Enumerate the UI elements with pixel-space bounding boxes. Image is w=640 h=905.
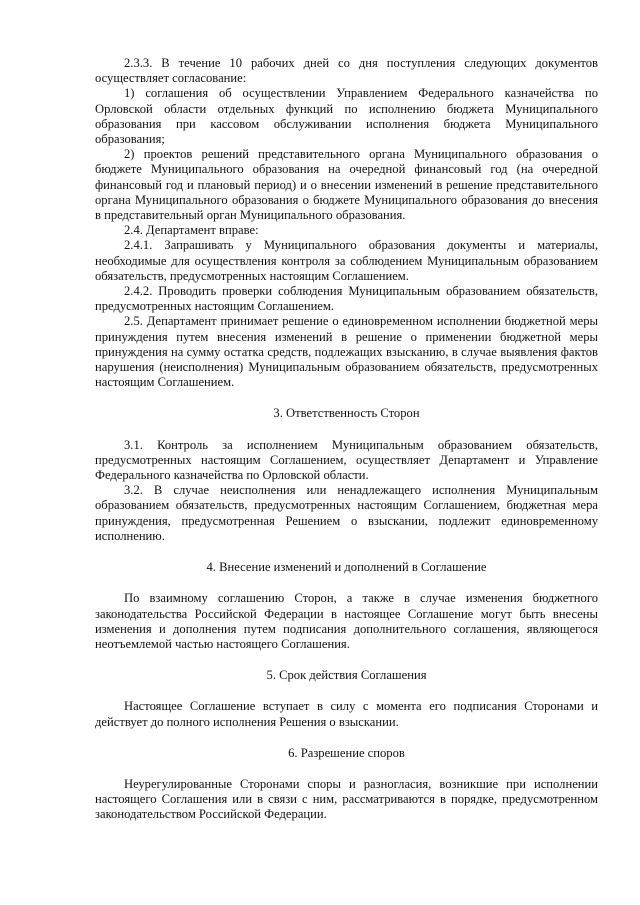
paragraph-2-4: 2.4. Департамент вправе:: [124, 223, 259, 238]
paragraph-3-1: 3.1. Контроль за исполнением Муниципальным образованием обязательств, предусмотренных настоящим Соглашением, осуществляет Департамент и Управление Федерального казначейства по Орловской области.: [95, 437, 598, 483]
paragraph-2-3-3: 2.3.3. В течение 10 рабочих дней со дня поступления следующих документов осуществляет согласование:: [95, 56, 598, 86]
paragraph-2-4-2: 2.4.2. Проводить проверки соблюдения Муниципальным образованием обязательств, предусмотренных настоящим Соглашением.: [95, 284, 598, 314]
document-page: [95, 56, 598, 823]
section-6-heading: 6. Разрешение споров: [288, 745, 405, 760]
paragraph-2-3-3-item-1: 1) соглашения об осуществлении Управлением Федерального казначейства по Орловской области отдельных функций по исполнению бюджета Муниципального образования при кассовом обслуживании исполнения бюджета Муниципального образования;: [95, 86, 598, 147]
paragraph-3-2: 3.2. В случае неисполнения или ненадлежащего исполнения Муниципальным образованием обязательств, предусмотренных настоящим Соглашением, бюджетная мера принуждения, предусмотренная Решением о взыскании, подлежит единовременному исполнению.: [95, 483, 598, 543]
section-5-heading: 5. Срок действия Соглашения: [266, 668, 427, 683]
section-3-heading: 3. Ответственность Сторон: [273, 406, 420, 421]
paragraph-2-5: 2.5. Департамент принимает решение о единовременном исполнении бюджетной меры принуждения путем внесения изменений в решение о применении бюджетной меры принуждения на сумму остатка средств, подлежащих взысканию, в случае выявления фактов нарушения (неисполнения) Муниципальным образованием обязательств, предусмотренных настоящим Соглашением.: [95, 314, 598, 390]
paragraph-6: Неурегулированные Сторонами споры и разногласия, возникшие при исполнении настоящего Соглашения или в связи с ним, рассматриваются в порядке, предусмотренном законодательством Российской Федерации.: [95, 776, 598, 822]
paragraph-2-3-3-item-2: 2) проектов решений представительного органа Муниципального образования о бюджете Муниципального образования на очередной финансовый год (на очередной финансовый год и плановый период) и о внесении изменений в решение представительного органа Муниципального образования о бюджете Муниципального образования до внесения в представительный орган Муниципального образования.: [95, 147, 598, 223]
paragraph-5: Настоящее Соглашение вступает в силу с момента его подписания Сторонами и действует до полного исполнения Решения о взыскании.: [95, 699, 598, 729]
paragraph-2-4-1: 2.4.1. Запрашивать у Муниципального образования документы и материалы, необходимые для осуществления контроля за соблюдением Муниципальным образованием обязательств, предусмотренных настоящим Соглашением.: [95, 238, 598, 283]
paragraph-4: По взаимному соглашению Сторон, а также в случае изменения бюджетного законодательства Российской Федерации в настоящее Соглашение могут быть внесены изменения и дополнения путем подписания дополнительного соглашения, являющегося неотъемлемой частью настоящего Соглашения.: [95, 591, 598, 651]
section-4-heading: 4. Внесение изменений и дополнений в Соглашение: [206, 560, 487, 575]
